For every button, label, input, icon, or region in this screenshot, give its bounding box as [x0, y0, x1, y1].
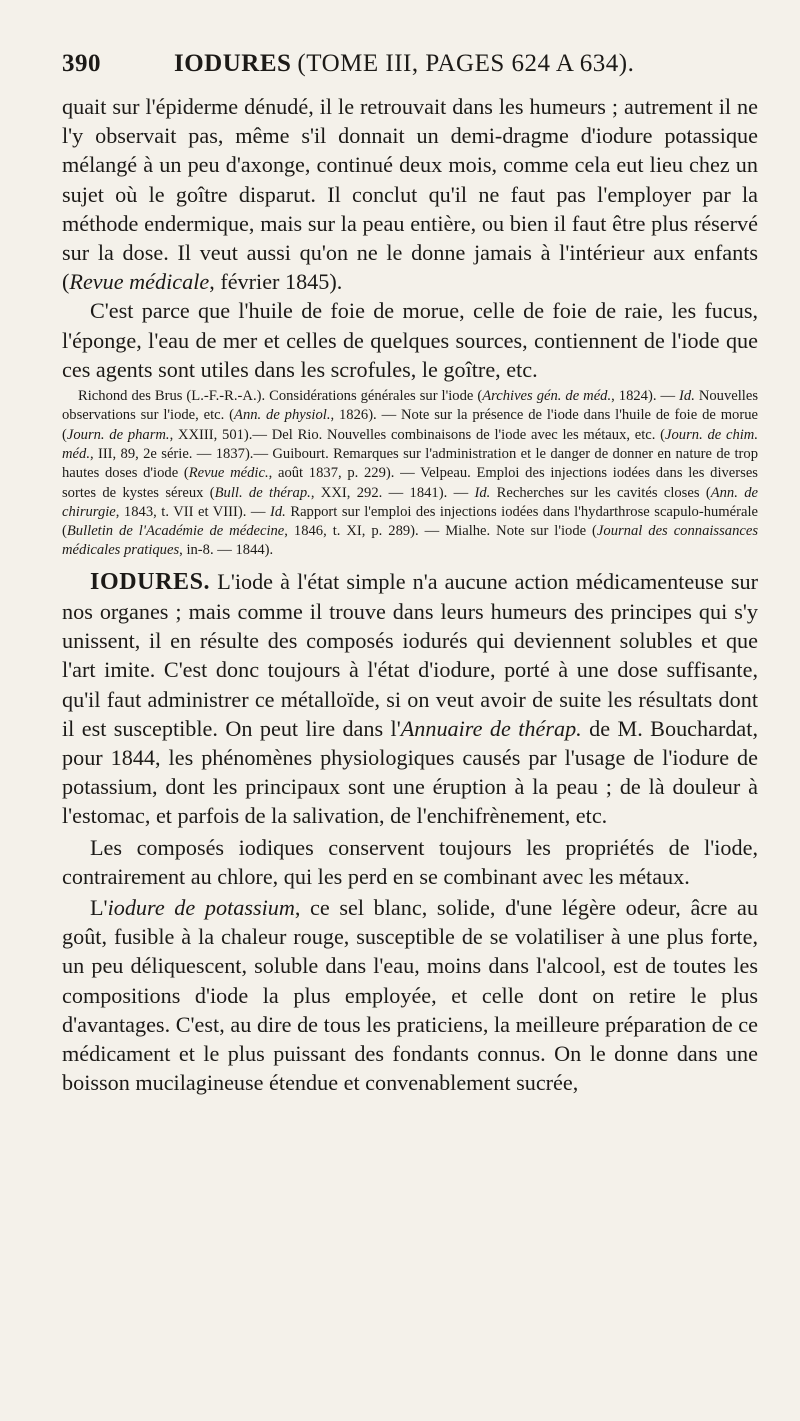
italic-citation: Revue médicale	[69, 269, 210, 295]
ref-text: , in-8. — 1844).	[179, 542, 274, 559]
ref-text: Rapport sur l'emploi des injections iodées dans l'hydarthrose scapulo-humérale (	[62, 503, 758, 540]
ref-text: , III, 89, 2e série. — 1837).— Guibourt. Remarques sur l'administration et le danger de donner en nature de trop hautes doses d'iode (	[62, 445, 758, 482]
ref-journal: Archives gén. de méd.	[482, 388, 612, 405]
ref-journal: Bull. de thérap.	[214, 484, 311, 501]
ref-journal: Id.	[270, 503, 286, 520]
text-run: de M. Bouchardat, pour 1844, les phénomènes physiologiques causés par l'usage de l'iodure de potassium, dont les principaux sont une éruption à la peau ; de là douleur à l'estomac, et parfois de la salivation, de l'enchifrènement, etc.	[62, 715, 758, 829]
ref-journal: Bulletin de l'Académie de médecine	[66, 523, 285, 540]
text-run: quait sur l'épiderme dénudé, il le retrouvait dans les humeurs ; autrement il ne l'y observait pas, même s'il donnait un demi-dragme d'iodure potassique mélangé à un peu d'axonge, continué deux mois, comme cela eut lieu chez un sujet où le goître disparut. Il conclut qu'il ne faut pas l'employer par la méthode endermique, mais sur la peau entière, ou bien il faut être plus réservé sur la dose. Il veut aussi qu'on ne le donne jamais à l'intérieur aux enfants (	[62, 94, 758, 295]
italic-citation: Annuaire de thérap.	[400, 715, 582, 741]
ref-journal: Journ. de chim. méd.	[62, 426, 758, 462]
text-run: L'iode à l'état simple n'a aucune action médicamenteuse sur nos organes ; mais comme il trouve dans leurs humeurs des principes qui s'y unissent, il en résulte des composés iodurés qui deviennent solubles et que l'art imite. C'est donc toujours à l'état d'iodure, porté à une dose suffisante, qu'il faut administrer ce métalloïde, si on veut avoir de suite les résultats dont il est susceptible. On peut lire dans l'	[62, 568, 758, 741]
ref-text: Recherches sur les cavités closes (	[490, 484, 711, 501]
ref-journal: Ann. de physiol.	[234, 407, 331, 424]
header-subtitle: (TOME III, PAGES 624 A 634).	[297, 50, 635, 77]
text-run: , ce sel blanc, solide, d'une légère odeur, âcre au goût, fusible à la chaleur rouge, susceptible de se volatiliser à une plus forte, un peu déliquescent, soluble dans l'eau, moins dans l'alcool, est de toutes les compositions d'iode la plus employée, et celle dont on retire le plus d'avantages. C'est, au dire de tous les praticiens, la meilleure préparation de ce médicament et le plus puissant des fondants connus. On le donne dans une boisson mucilagineuse étendue et convenablement sucrée,	[62, 894, 758, 1096]
ref-text: , XXI, 292. — 1841). —	[310, 484, 475, 501]
ref-journal: Revue médic.	[188, 465, 269, 482]
ref-text: , 1846, t. XI, p. 289). — Mialhe. Note sur l'iode (	[284, 523, 597, 540]
paragraph-iodine-sources: C'est parce que l'huile de foie de morue, celle de foie de raie, les fucus, l'éponge, l'eau de mer et celles de quelques sources, contiennent de l'iode que ces agents sont utiles dans les scrofules, le goître, etc.	[62, 298, 758, 382]
paragraph-potassium-iodide	[62, 893, 758, 1097]
paragraph-iodic-compounds: Les composés iodiques conservent toujours les propriétés de l'iode, contrairement au chlore, qui les perd en se combinant avec les métaux.	[62, 834, 758, 889]
running-header	[62, 50, 758, 92]
italic-term: iodure de potassium	[107, 894, 295, 920]
ref-journal: Journal des connaissances médicales pratiques	[62, 523, 759, 559]
ref-text: , XXIII, 501).— Del Rio. Nouvelles combinaisons de l'iode avec les métaux, etc. (	[169, 426, 666, 443]
bibliography-block	[62, 387, 758, 561]
ref-text: Nouvelles observations sur l'iode, etc. (	[62, 388, 759, 424]
text-run: , février 1845).	[209, 269, 343, 295]
paragraph-iodures	[62, 567, 758, 831]
text-run: L'	[90, 894, 108, 920]
ref-journal: Id.	[679, 388, 695, 405]
ref-text: , 1824). —	[611, 388, 680, 405]
paragraph-continuation	[62, 92, 758, 296]
ref-journal: Journ. de pharm.	[66, 426, 170, 443]
ref-text: , 1843, t. VII et VIII). —	[115, 503, 271, 520]
section-keyword: IODURES.	[90, 568, 211, 595]
ref-journal: Id.	[474, 484, 491, 501]
ref-text: , 1826). — Note sur la présence de l'iode dans l'huile de foie de morue (	[62, 407, 758, 443]
page-number: 390	[62, 50, 101, 77]
ref-journal: Ann. de chirurgie	[62, 484, 758, 520]
ref-text: , août 1837, p. 229). — Velpeau. Emploi des injections iodées dans les diverses sortes de kystes séreux (	[62, 465, 758, 501]
ref-text: Richond des Brus (L.-F.-R.-A.). Considérations générales sur l'iode (	[78, 388, 483, 405]
header-title: IODURES	[174, 50, 292, 77]
